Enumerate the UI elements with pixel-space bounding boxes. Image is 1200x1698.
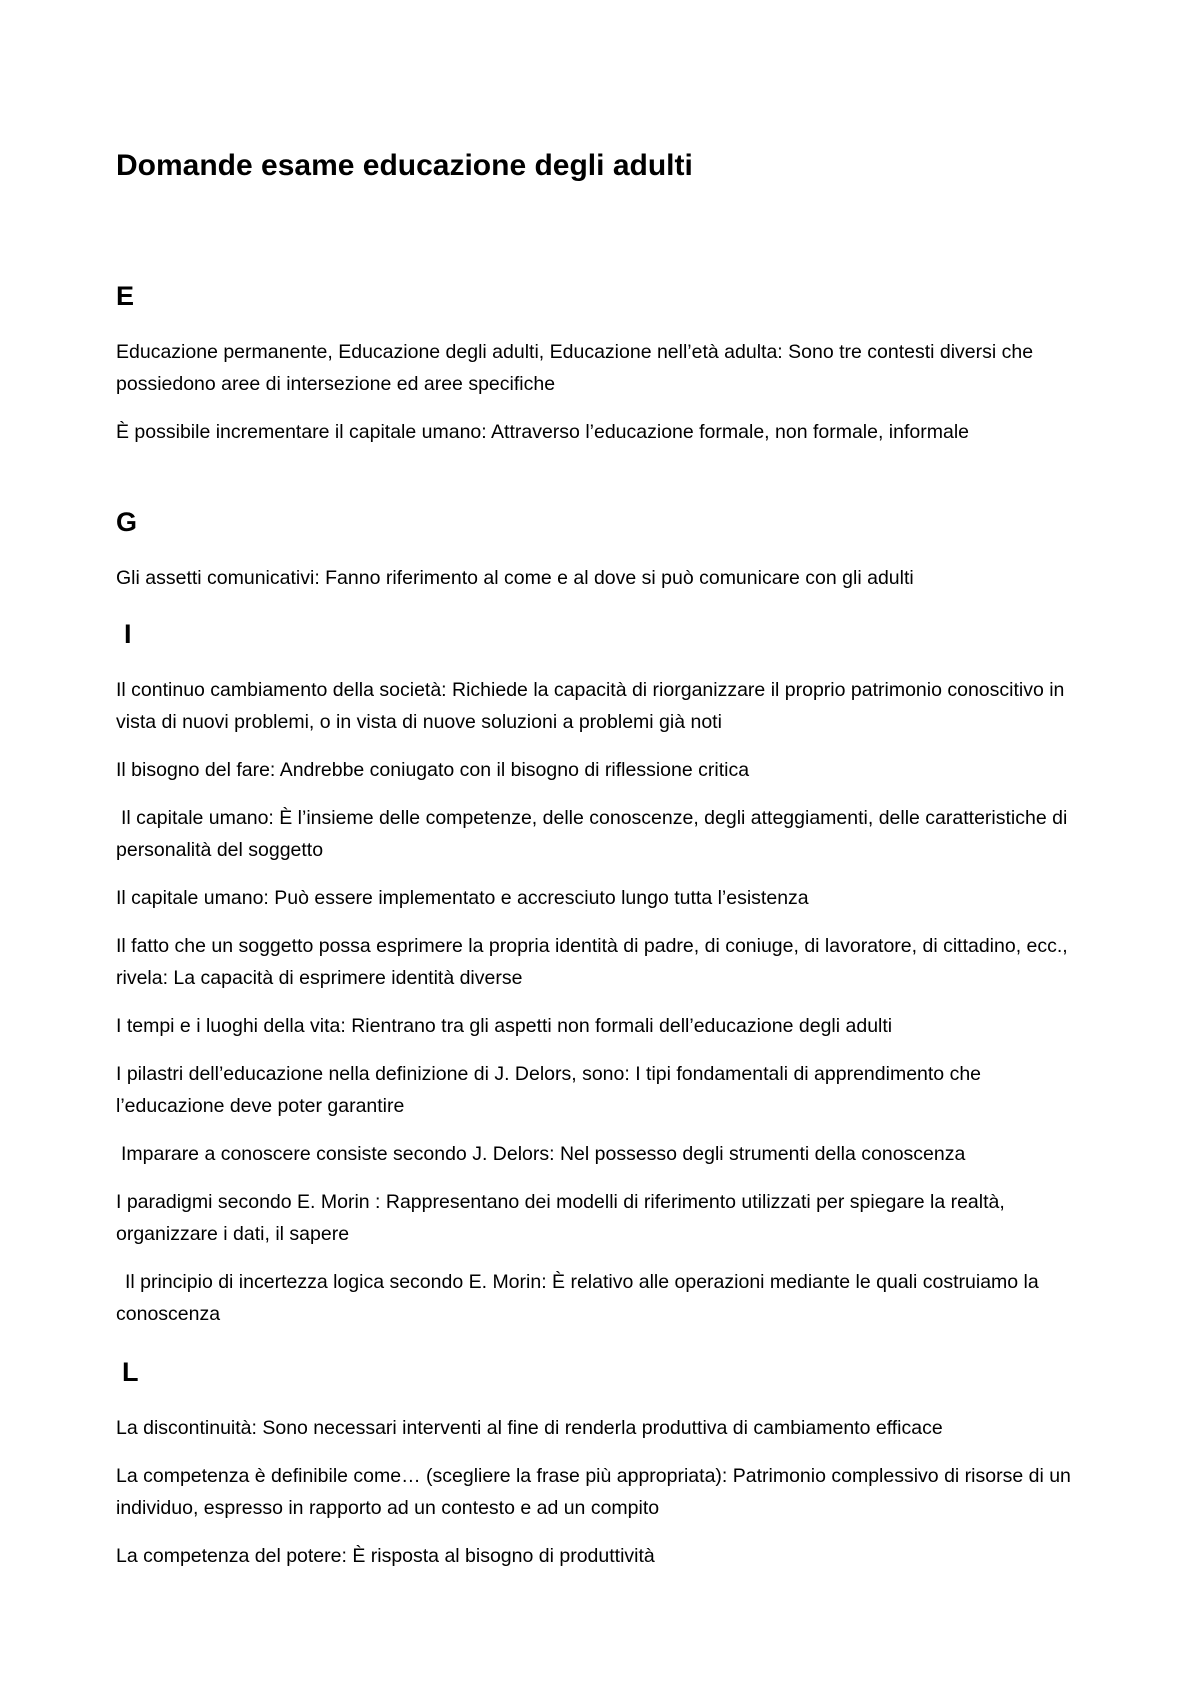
section-letter-i: I bbox=[124, 619, 132, 649]
entry-i-1: Il continuo cambiamento della società: Richiede la capacità di riorganizzare il proprio patrimonio conoscitivo in vista di nuovi problemi, o in vista di nuove soluzioni a problemi già noti bbox=[116, 679, 1065, 733]
section-letter-l: L bbox=[122, 1357, 139, 1387]
entry-l-3: La competenza del potere: È risposta al bisogno di produttività bbox=[116, 1545, 655, 1567]
entry-i-2: Il bisogno del fare: Andrebbe coniugato con il bisogno di riflessione critica bbox=[116, 759, 750, 781]
entry-i-6: I tempi e i luoghi della vita: Rientrano tra gli aspetti non formali dell’educazione degli adulti bbox=[116, 1015, 893, 1037]
entry-i-4: Il capitale umano: Può essere implementato e accresciuto lungo tutta l’esistenza bbox=[116, 887, 809, 909]
entry-g-1: Gli assetti comunicativi: Fanno riferimento al come e al dove si può comunicare con gli adulti bbox=[116, 567, 914, 589]
entry-l-2: La competenza è definibile come… (scegliere la frase più appropriata): Patrimonio complessivo di risorse di un individuo, espresso in rapporto ad un contesto e ad un compito bbox=[116, 1465, 1071, 1519]
entry-i-7: I pilastri dell’educazione nella definizione di J. Delors, sono: I tipi fondamentali di apprendimento che l’educazione deve poter garantire bbox=[116, 1063, 982, 1117]
entry-e-1: Educazione permanente, Educazione degli adulti, Educazione nell’età adulta: Sono tre contesti diversi che possiedono aree di intersezione ed aree specifiche bbox=[116, 341, 1034, 395]
entry-i-5: Il fatto che un soggetto possa esprimere la propria identità di padre, di coniuge, di lavoratore, di cittadino, ecc., rivela: La capacità di esprimere identità diverse bbox=[116, 935, 1068, 989]
document-title: Domande esame educazione degli adulti bbox=[116, 149, 693, 182]
document-page bbox=[116, 0, 1076, 1698]
entry-i-10: Il principio di incertezza logica secondo E. Morin: È relativo alle operazioni mediante le quali costruiamo la conoscenza bbox=[116, 1271, 1039, 1325]
entry-i-3: Il capitale umano: È l’insieme delle competenze, delle conoscenze, degli atteggiamenti, delle caratteristiche di personalità del soggetto bbox=[116, 807, 1068, 861]
entry-e-2: È possibile incrementare il capitale umano: Attraverso l’educazione formale, non formale, informale bbox=[116, 421, 970, 443]
section-letter-e: E bbox=[116, 281, 135, 311]
entry-i-8: Imparare a conoscere consiste secondo J. Delors: Nel possesso degli strumenti della conoscenza bbox=[121, 1143, 966, 1165]
entry-l-1: La discontinuità: Sono necessari interventi al fine di renderla produttiva di cambiamento efficace bbox=[116, 1417, 943, 1439]
entry-i-9: I paradigmi secondo E. Morin : Rappresentano dei modelli di riferimento utilizzati per spiegare la realtà, organizzare i dati, il sapere bbox=[116, 1191, 1005, 1245]
section-letter-g: G bbox=[116, 507, 138, 537]
